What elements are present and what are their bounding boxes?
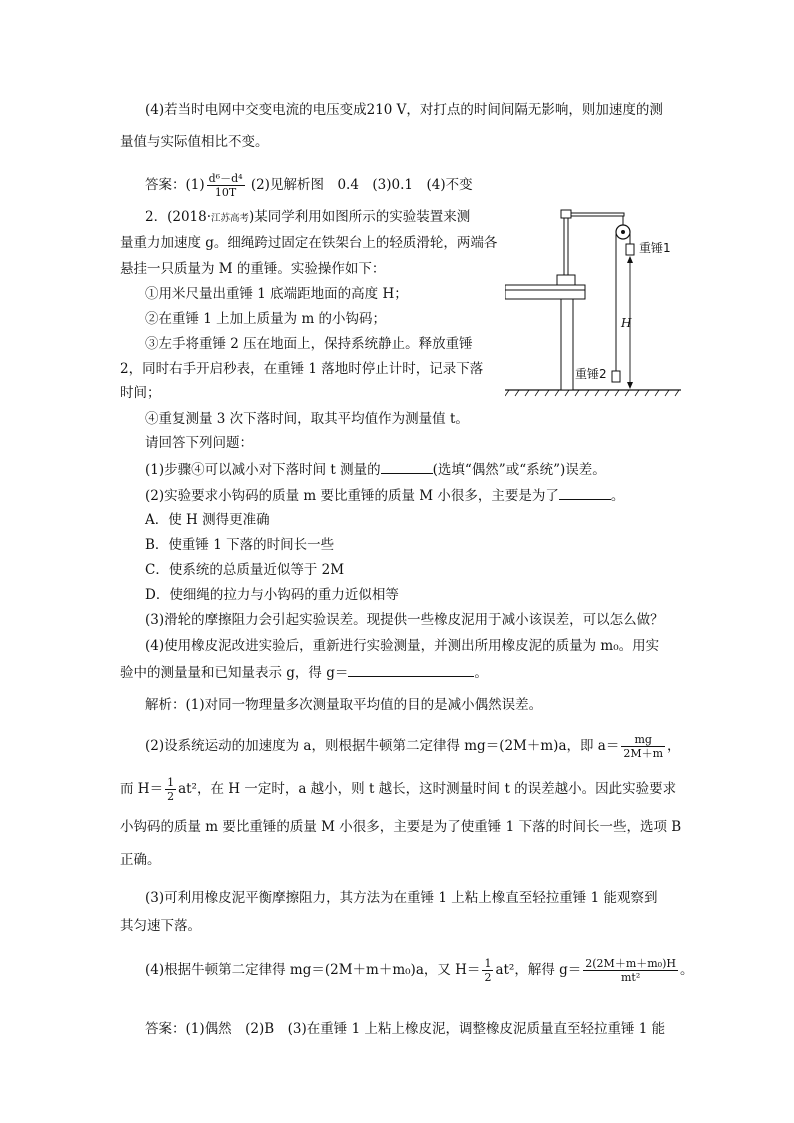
explanation-8 xyxy=(145,957,693,984)
fraction-half-den: 2 xyxy=(167,790,175,803)
question-2-title xyxy=(145,208,470,228)
fraction-g xyxy=(583,957,678,984)
subquestion-4-line2 xyxy=(120,662,488,682)
weight-2 xyxy=(612,371,620,382)
answer-blank-2 xyxy=(559,485,611,500)
final-answer: 答案：(1)偶然 (2)B (3)在重锤 1 上粘上橡皮泥，调整橡皮泥质量直至轻拉重锤 1 能 xyxy=(145,1021,666,1037)
explanation-3-a: 而 H＝ xyxy=(120,781,164,797)
question-2-line2: 量重力加速度 g。细绳跨过固定在铁架台上的轻质滑轮，两端各 xyxy=(120,235,498,251)
fraction-half-2-num: 1 xyxy=(484,957,492,970)
explanation-2-b: ， xyxy=(667,738,681,754)
explanation-3-b: at²，在 H 一定时，a 越小，则 t 越长，这时测量时间 t 的误差越小。因此实验要求 xyxy=(178,781,677,797)
subquestion-3: (3)滑轮的摩擦阻力会引起实验误差。现提供一些橡皮泥用于减小该误差，可以怎么做？ xyxy=(145,612,664,628)
answer-fraction xyxy=(207,172,245,199)
explanation-7: 其匀速下落。 xyxy=(120,918,201,934)
questions-intro: 请回答下列问题： xyxy=(145,435,253,451)
subquestion-2-b: 。 xyxy=(610,488,625,504)
fraction-g-num: 2(2M＋m＋m₀)H xyxy=(585,957,676,970)
answer-prev xyxy=(145,172,473,199)
step-1: ①用米尺量出重锤 1 底端距地面的高度 H； xyxy=(145,286,408,302)
subquestion-2 xyxy=(145,485,624,505)
table xyxy=(505,285,585,390)
explanation-2 xyxy=(145,733,681,760)
fraction-half xyxy=(165,776,176,803)
weight-1 xyxy=(626,244,634,255)
explanation-3 xyxy=(120,776,676,803)
answer-prefix: 答案：(1) xyxy=(145,177,205,193)
ground-hatch xyxy=(505,390,679,396)
p4-line2: 量值与实际值相比不变。 xyxy=(120,134,269,150)
answer-rest: (2)见解析图 0.4 (3)0.1 (4)不变 xyxy=(250,177,473,193)
step-3-line2: 2，同时右手开启秒表，在重锤 1 落地时停止计时，记录下落 xyxy=(120,361,484,377)
fraction-g-den: mt² xyxy=(620,971,641,984)
fraction-a xyxy=(621,733,665,760)
subquestion-4-line1: (4)使用橡皮泥改进实验后，重新进行实验测量，并测出所用橡皮泥的质量为 m₀。用实 xyxy=(145,638,660,654)
apparatus-figure xyxy=(505,205,681,400)
option-c: C．使系统的总质量近似等于 2M xyxy=(145,562,345,578)
question-2-line3: 悬挂一只质量为 M 的重锤。实验操作如下： xyxy=(120,261,386,277)
fraction-a-den: 2M＋m xyxy=(623,747,664,760)
fraction-half-2-den: 2 xyxy=(484,971,492,984)
option-d: D．使细绳的拉力与小钩码的重力近似相等 xyxy=(145,587,399,603)
subquestion-1-a: (1)步骤④可以减小对下落时间 t 测量的 xyxy=(145,462,381,478)
fraction-half-num: 1 xyxy=(167,776,175,789)
height-label: H xyxy=(621,316,632,330)
subquestion-1-b: (选填“偶然”或“系统”)误差。 xyxy=(432,462,606,478)
explanation-8-b: at²，解得 g＝ xyxy=(495,962,582,978)
weight-1-label: 重锤1 xyxy=(639,241,671,255)
answer-fraction-num: d⁶－d⁴ xyxy=(208,172,243,185)
option-a: A．使 H 测得更准确 xyxy=(145,512,270,528)
explanation-1: 解析：(1)对同一物理量多次测量取平均值的目的是减小偶然误差。 xyxy=(145,697,543,713)
step-3-line1: ③左手将重锤 2 压在地面上，保持系统静止。释放重锤 xyxy=(145,336,473,352)
explanation-8-a: (4)根据牛顿第二定律得 mg＝(2M＋m＋m₀)a，又 H＝ xyxy=(145,962,481,978)
p4-line1: (4)若当时电网中交变电流的电压变成210 V，对打点的时间间隔无影响，则加速度的测 xyxy=(145,102,663,118)
fraction-half-2 xyxy=(482,957,493,984)
subquestion-1 xyxy=(145,459,606,479)
explanation-4: 小钩码的质量 m 要比重锤的质量 M 小很多，主要是为了使重锤 1 下落的时间长一些，选项 B xyxy=(120,819,682,835)
question-intro: )某同学利用如图所示的实验装置来测 xyxy=(249,209,471,225)
explanation-8-c: 。 xyxy=(679,962,694,978)
question-number: 2．(2018· xyxy=(145,209,212,225)
step-4: ④重复测量 3 次下落时间，取其平均值作为测量值 t。 xyxy=(145,411,469,427)
subquestion-2-a: (2)实验要求小钩码的质量 m 要比重锤的质量 M 小很多，主要是为了 xyxy=(145,488,559,504)
step-3-line3: 时间； xyxy=(120,385,161,401)
pulley xyxy=(616,225,630,239)
explanation-2-a: (2)设系统运动的加速度为 a，则根据牛顿第二定律得 mg＝(2M＋m)a，即 a＝ xyxy=(145,738,620,754)
question-source: 江苏高考 xyxy=(211,213,250,224)
step-2: ②在重锤 1 上加上质量为 m 的小钩码； xyxy=(145,311,387,327)
answer-blank-1 xyxy=(381,459,433,474)
explanation-6: (3)可利用橡皮泥平衡摩擦阻力，其方法为在重锤 1 上粘上橡直至轻拉重锤 1 能观察到 xyxy=(145,890,658,906)
subquestion-4-b: 。 xyxy=(474,665,488,681)
subquestion-4-a: 验中的测量量和已知量表示 g，得 g＝ xyxy=(120,665,349,681)
stand xyxy=(557,210,624,285)
explanation-5: 正确。 xyxy=(120,852,161,868)
fraction-a-num: mg xyxy=(621,733,665,747)
answer-blank-4 xyxy=(348,662,474,677)
answer-fraction-den: 10T xyxy=(214,186,237,199)
weight-2-label: 重锤2 xyxy=(575,367,607,381)
option-b: B．使重锤 1 下落的时间长一些 xyxy=(145,537,335,553)
